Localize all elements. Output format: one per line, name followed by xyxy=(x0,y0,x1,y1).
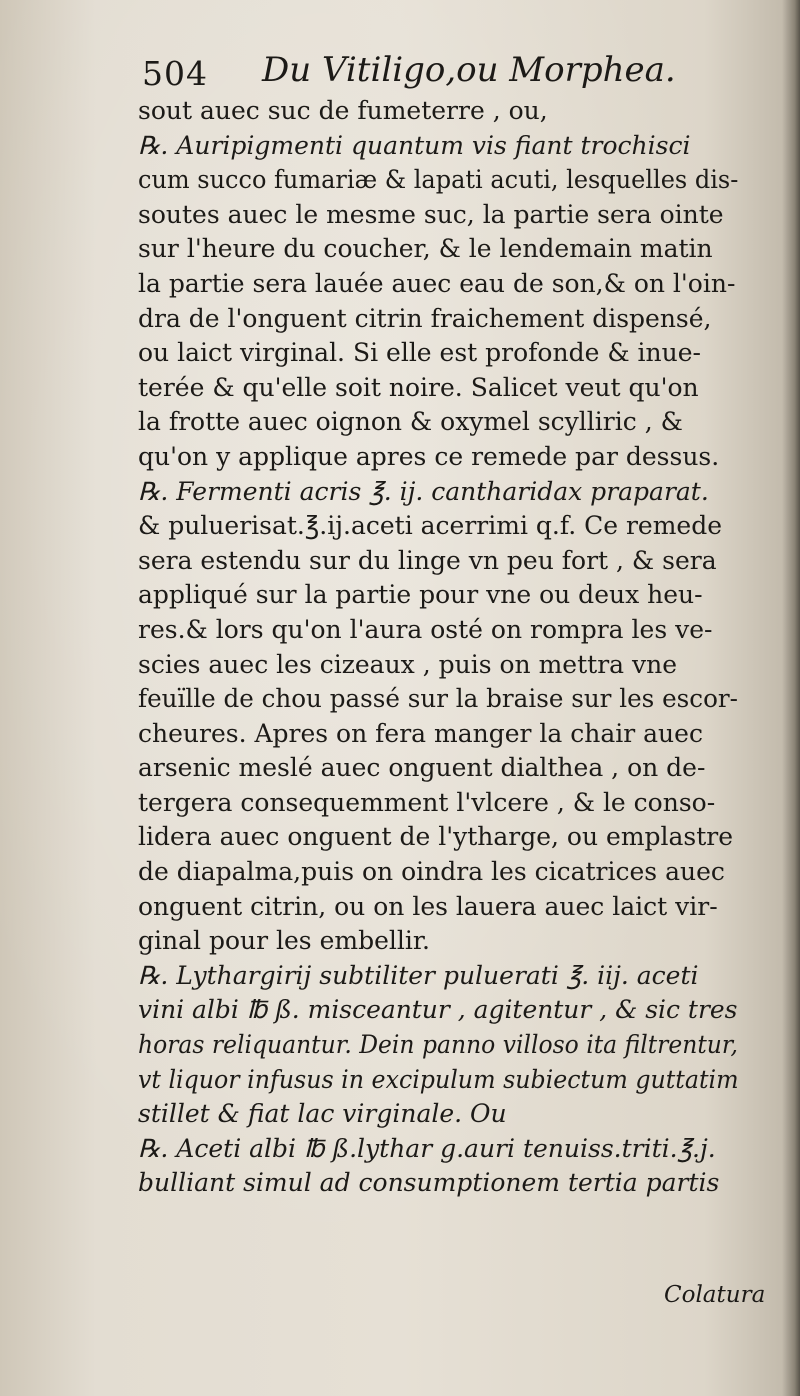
text-line: sera estendu sur du linge vn peu fort , & sera xyxy=(138,545,717,575)
text-line: ℞. Fermenti acris ℥. ij. cantharidax praparat. xyxy=(138,476,709,506)
text-line: ℞. Auripigmenti quantum vis fiant trochisci xyxy=(138,130,691,160)
text-line: la partie sera lauée auec eau de son,& on l'oin- xyxy=(138,268,736,298)
text-line: qu'on y applique apres ce remede par dessus. xyxy=(138,441,720,471)
text-line: ℞. Aceti albi ℔ ß.lythar g.auri tenuiss.triti.℥.j. xyxy=(138,1133,716,1163)
text-line: lidera auec onguent de l'ytharge, ou emplastre xyxy=(138,822,734,852)
text-line: feuïlle de chou passé sur la braise sur les escor- xyxy=(138,684,738,714)
text-line: horas reliquantur. Dein panno villoso ita filtrentur, xyxy=(138,1030,738,1060)
text-line: terée & qu'elle soit noire. Salicet veut qu'on xyxy=(138,372,699,402)
text-line: tergera consequemment l'vlcere , & le conso- xyxy=(138,787,716,817)
text-line: ginal pour les embellir. xyxy=(138,926,431,956)
catchword: Colatura xyxy=(664,1282,766,1308)
text-line: scies auec les cizeaux , puis on mettra vne xyxy=(138,649,678,679)
text-line: bulliant simul ad consumptionem tertia partis xyxy=(138,1168,720,1198)
text-line: de diapalma,puis on oindra les cicatrices auec xyxy=(138,857,725,887)
text-line: stillet & fiat lac virginale. Ou xyxy=(138,1099,507,1129)
text-line: soutes auec le mesme suc, la partie sera ointe xyxy=(138,199,724,229)
text-line: ou laict virginal. Si elle est profonde & inue- xyxy=(138,338,701,368)
text-line: dra de l'onguent citrin fraichement dispensé, xyxy=(138,303,712,333)
body-text xyxy=(138,94,738,1201)
page-number: 504 xyxy=(142,54,208,93)
text-line: ℞. Lythargirij subtiliter puluerati ℥. iij. aceti xyxy=(138,960,699,990)
page-header xyxy=(142,50,702,96)
text-line: sout auec suc de fumeterre , ou, xyxy=(138,96,548,125)
text-line: vt liquor infusus in excipulum subiectum guttatim xyxy=(138,1064,739,1094)
text-line: onguent citrin, ou on les lauera auec laict vir- xyxy=(138,891,718,921)
book-spine-shadow xyxy=(782,0,800,1396)
text-line: sur l'heure du coucher, & le lendemain matin xyxy=(138,234,713,264)
text-line: & puluerisat.℥.ij.aceti acerrimi q.f. Ce remede xyxy=(138,511,723,541)
text-line: vini albi ℔ ß. misceantur , agitentur , & sic tres xyxy=(138,995,738,1025)
text-line: arsenic meslé auec onguent dialthea , on de- xyxy=(138,753,706,783)
text-line: cum succo fumariæ & lapati acuti, lesquelles dis- xyxy=(138,165,739,195)
text-line: appliqué sur la partie pour vne ou deux heu- xyxy=(138,580,703,610)
text-line: cheures. Apres on fera manger la chair auec xyxy=(138,718,703,748)
text-line: la frotte auec oignon & oxymel scylliric , & xyxy=(138,407,683,437)
text-line: res.& lors qu'on l'aura osté on rompra les ve- xyxy=(138,614,713,644)
running-title: Du Vitiligo,ou Morphea. xyxy=(262,50,676,90)
